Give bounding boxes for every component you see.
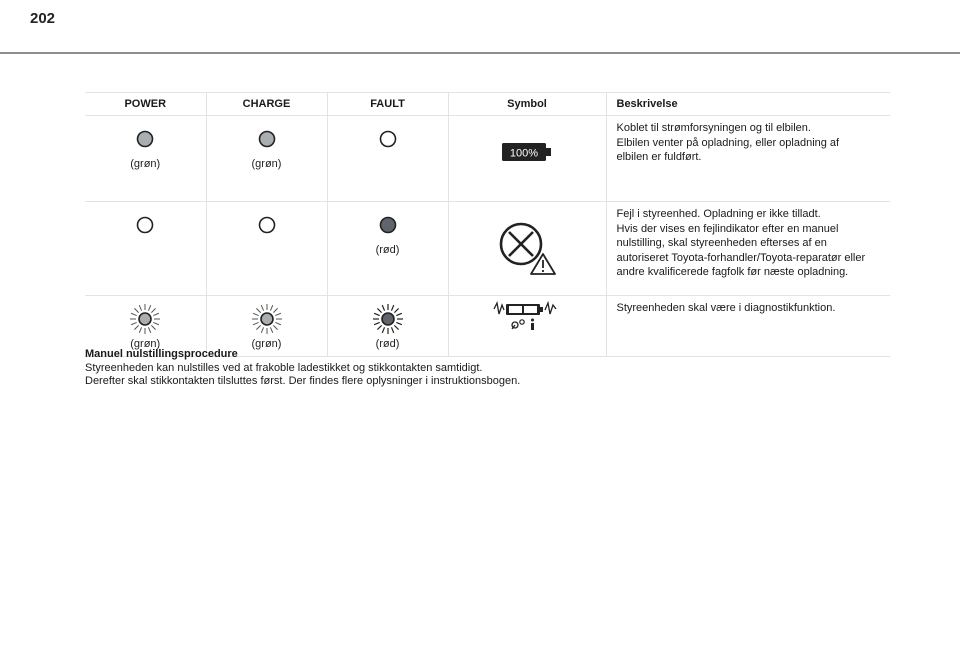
blink-ray (396, 322, 402, 324)
description-line: Hvis der vises en fejlindikator efter en manuel (616, 222, 839, 235)
led-caption: (rød) (375, 244, 400, 256)
blink-ray (154, 322, 160, 324)
blink-ray (273, 308, 277, 312)
led-caption: (rød) (375, 338, 400, 350)
description-line: Koblet til strømforsyningen og til elbilen. (616, 122, 811, 134)
blink-ray (377, 325, 381, 329)
charge-led-icon (256, 214, 278, 236)
blink-ray (374, 322, 380, 324)
table-row (85, 116, 890, 202)
blink-ray (394, 325, 398, 329)
led-caption: (grøn) (251, 338, 282, 350)
blink-ray (152, 325, 156, 329)
charge-blinking-led-icon (250, 302, 284, 336)
description-line: Styreenheden skal være i diagnostikfunktion. (616, 302, 836, 314)
blink-ray (382, 305, 384, 311)
blink-ray (149, 305, 151, 311)
reset-procedure (85, 348, 865, 389)
blink-ray (394, 308, 398, 312)
fault-cell (327, 202, 448, 296)
table-row (85, 202, 890, 296)
symbol-cell (448, 116, 606, 202)
charge-cell (206, 116, 327, 202)
description-line: andre kvalificerede fagfolk før næste opladning. (616, 266, 849, 278)
header-power: POWER (85, 93, 206, 116)
header-charge: CHARGE (206, 93, 327, 116)
led-caption: (grøn) (251, 158, 282, 170)
description-line: elbilen er fuldført. (616, 151, 702, 163)
reset-procedure-line: Derefter skal stikkontakten tilsluttes først. Der findes flere oplysninger i instruktionsbogen. (85, 375, 521, 387)
charge-cell (206, 202, 327, 296)
power-cell (85, 202, 206, 296)
blink-ray (273, 325, 277, 329)
blink-ray (149, 327, 151, 333)
diagnostic-mode-icon (492, 301, 562, 331)
led-caption: (grøn) (130, 158, 161, 170)
blink-ray (396, 313, 402, 315)
blink-ray (152, 308, 156, 312)
header-description: Beskrivelse (606, 93, 890, 116)
fault-led-icon (377, 214, 399, 236)
status-table (85, 92, 890, 357)
blink-ray (270, 327, 272, 333)
description-cell (606, 202, 890, 296)
blink-ray (140, 305, 142, 311)
power-blinking-led-icon (128, 302, 162, 336)
reset-procedure-line: Styreenheden kan nulstilles ved at frakoble ladestikket og stikkontakten samtidigt. (85, 361, 483, 374)
blink-ray (256, 325, 260, 329)
blink-ray (131, 322, 137, 324)
blink-ray (382, 327, 384, 333)
description-line: Elbilen venter på opladning, eller opladning af (616, 136, 840, 149)
fault-cell (327, 116, 448, 202)
page-number: 202 (30, 10, 56, 27)
power-cell (85, 116, 206, 202)
blink-ray (261, 305, 263, 311)
blink-ray (275, 322, 281, 324)
blink-ray (253, 313, 259, 315)
charge-led-icon (256, 128, 278, 150)
fault-warning-icon (495, 218, 559, 276)
blink-ray (261, 327, 263, 333)
fault-blinking-led-icon (371, 302, 405, 336)
blink-ray (391, 327, 393, 333)
blink-ray (391, 305, 393, 311)
blink-ray (131, 313, 137, 315)
blink-ray (374, 313, 380, 315)
header-fault: FAULT (327, 93, 448, 116)
fault-led-icon (377, 128, 399, 150)
description-line: nulstilling, skal styreenheden efterses af en (616, 237, 827, 249)
table-header-row (85, 93, 890, 116)
header-rule (0, 52, 960, 54)
battery-full-icon (501, 140, 553, 164)
blink-ray (377, 308, 381, 312)
power-led-icon (134, 214, 156, 236)
blink-ray (140, 327, 142, 333)
blink-ray (256, 308, 260, 312)
led-caption: (grøn) (130, 338, 161, 350)
blink-ray (275, 313, 281, 315)
blink-ray (135, 325, 139, 329)
blink-ray (154, 313, 160, 315)
battery-percent: 100% (509, 147, 539, 160)
blink-ray (270, 305, 272, 311)
blink-ray (135, 308, 139, 312)
description-line: Fejl i styreenhed. Opladning er ikke tilladt. (616, 208, 821, 220)
description-cell (606, 116, 890, 202)
description-line: autoriseret Toyota-forhandler/Toyota-reparatør eller (616, 251, 866, 264)
power-led-icon (134, 128, 156, 150)
blink-ray (253, 322, 259, 324)
header-symbol: Symbol (448, 93, 606, 116)
symbol-cell (448, 202, 606, 296)
reset-procedure-title: Manuel nulstillingsprocedure (85, 348, 238, 360)
